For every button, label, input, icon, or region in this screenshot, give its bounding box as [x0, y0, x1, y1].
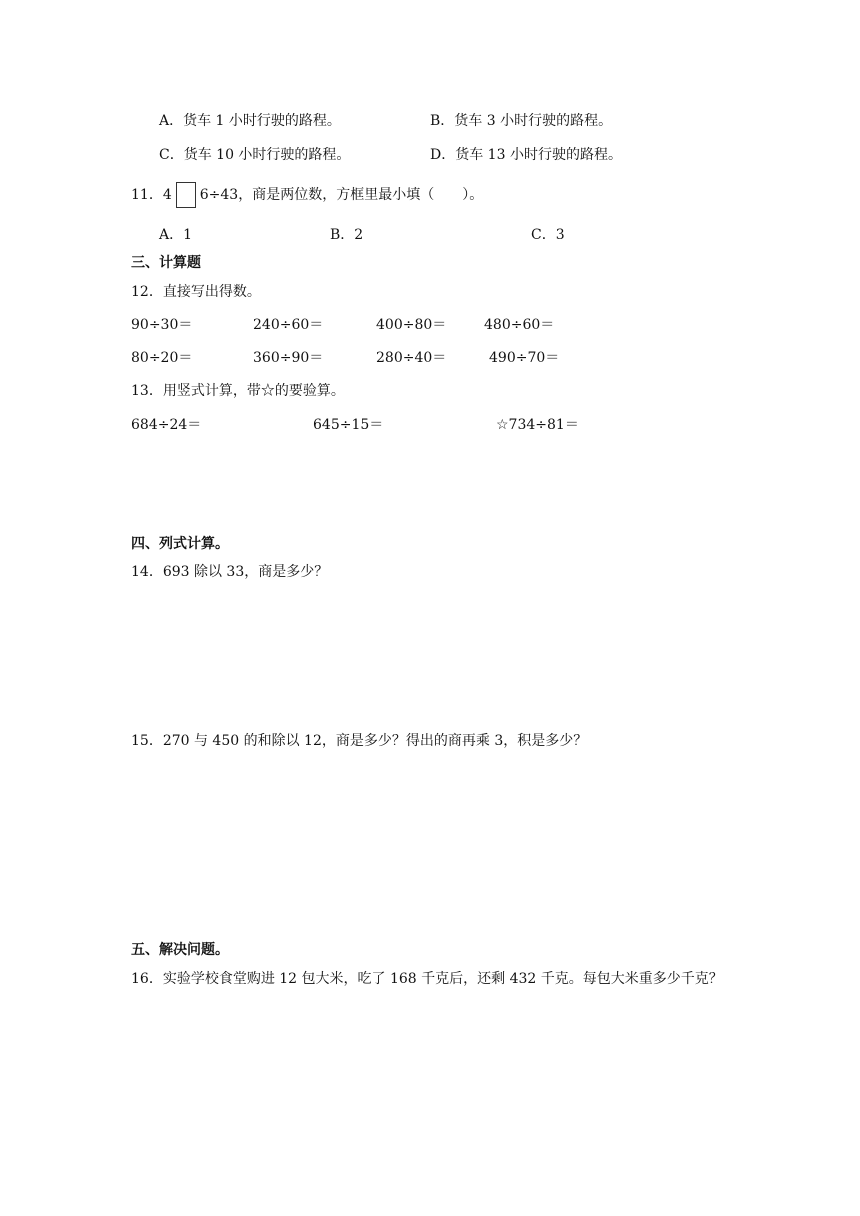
q12-item: 480÷60＝ [484, 317, 555, 333]
q12-item: 240÷60＝ [253, 317, 324, 333]
q12-item: 360÷90＝ [253, 350, 324, 366]
q11-prefix: 4 [162, 187, 172, 203]
q12-item: 490÷70＝ [489, 350, 560, 366]
q11-option-b: B．2 [330, 227, 364, 243]
q12-item: 280÷40＝ [376, 350, 447, 366]
q15-stem: 15．270 与 450 的和除以 12，商是多少？得出的商再乘 3，积是多少？ [131, 733, 588, 749]
q13-item: 684÷24＝ [131, 417, 202, 433]
q11-number: 11． [131, 187, 163, 203]
q10-option-b: B．货车 3 小时行驶的路程。 [430, 113, 613, 129]
q10-option-c: C．货车 10 小时行驶的路程。 [159, 147, 351, 163]
q12-item: 90÷30＝ [131, 317, 193, 333]
q10-option-a: A．货车 1 小时行驶的路程。 [159, 113, 341, 129]
q12-item: 80÷20＝ [131, 350, 193, 366]
q11-option-c: C．3 [531, 227, 565, 243]
q16-stem: 16．实验学校食堂购进 12 包大米，吃了 168 千克后，还剩 432 千克。每包大米重多少千克？ [131, 971, 723, 987]
q13-stem: 13．用竖式计算，带☆的要验算。 [131, 383, 345, 399]
q11-suffix: 6÷43，商是两位数，方框里最小填（ ）。 [199, 187, 484, 203]
q14-stem: 14．693 除以 33，商是多少？ [131, 564, 329, 580]
q11-option-a: A．1 [159, 227, 193, 243]
q13-item: 645÷15＝ [313, 417, 384, 433]
q12-stem: 12．直接写出得数。 [131, 284, 261, 300]
answer-box [176, 182, 196, 208]
q13-item: ☆734÷81＝ [496, 417, 579, 433]
q12-item: 400÷80＝ [376, 317, 447, 333]
section4-title: 四、列式计算。 [131, 536, 229, 552]
q10-option-d: D．货车 13 小时行驶的路程。 [430, 147, 622, 163]
q11-stem [131, 182, 483, 208]
section5-title: 五、解决问题。 [131, 942, 229, 958]
section3-title: 三、计算题 [131, 255, 201, 271]
